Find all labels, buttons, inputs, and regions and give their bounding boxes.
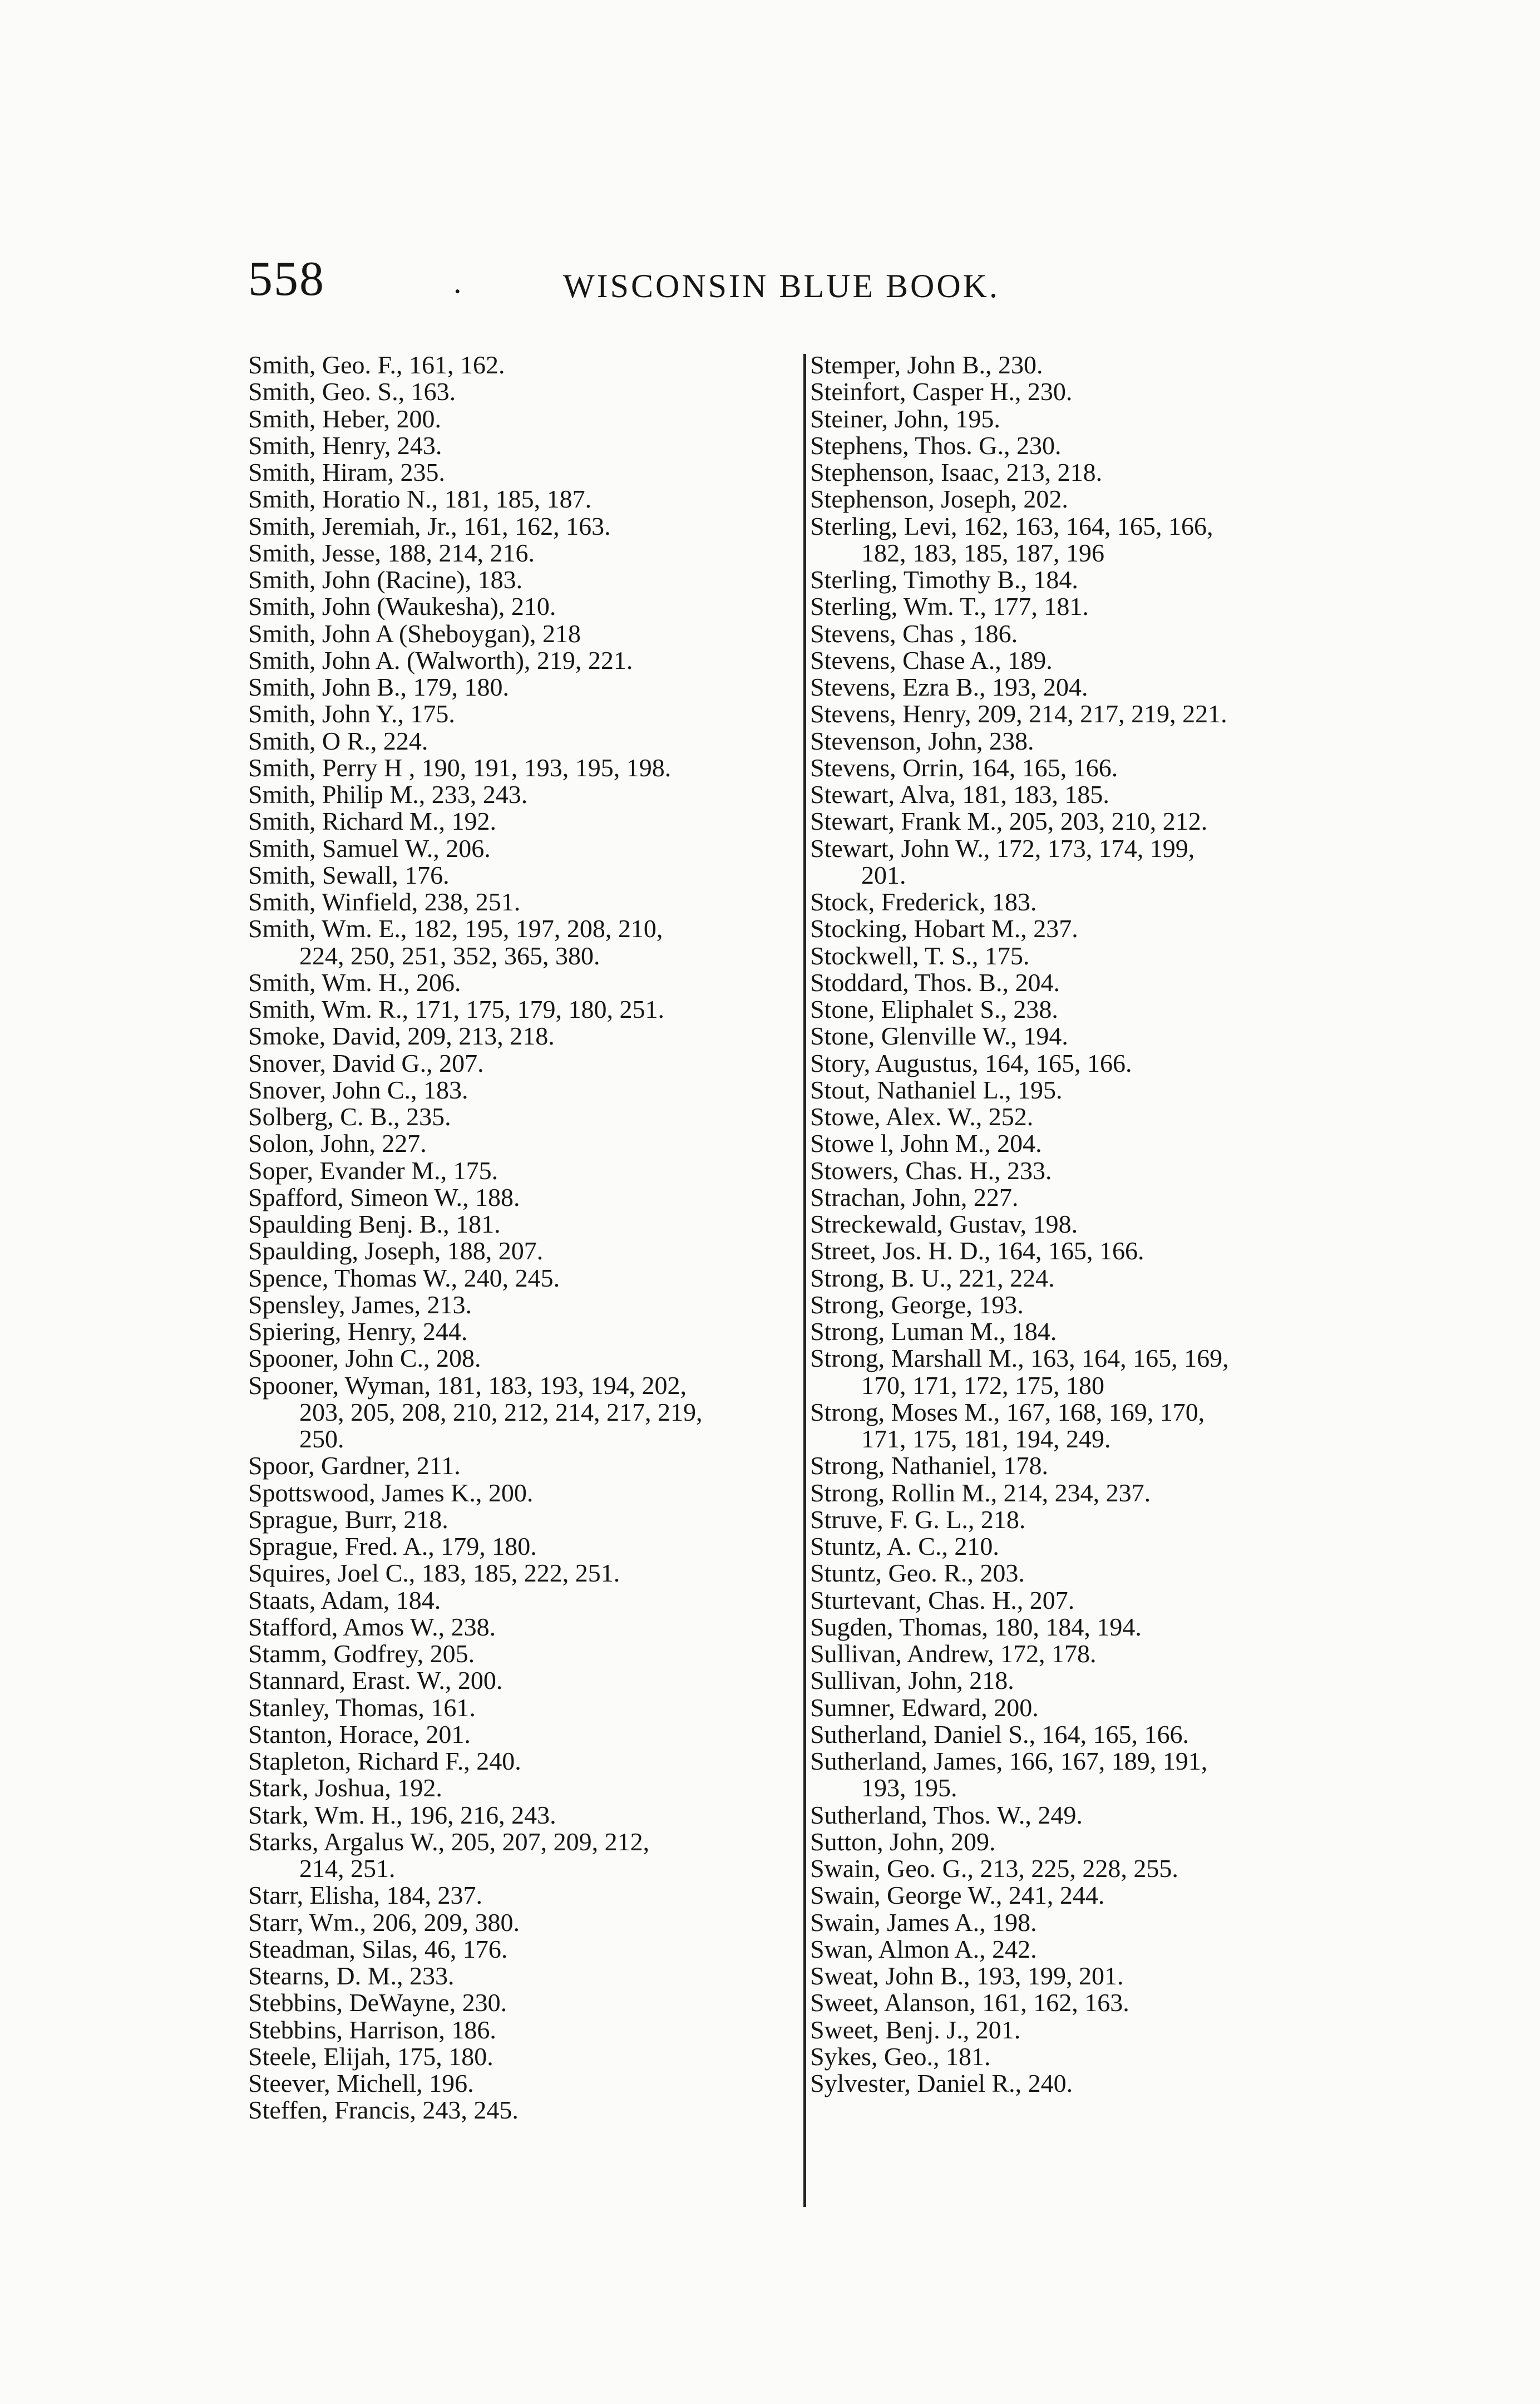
index-entry: Smith, Geo. S., 163. bbox=[248, 377, 456, 406]
index-entry: Smith, John B., 179, 180. bbox=[248, 673, 510, 701]
index-entry: Strong, George, 193. bbox=[810, 1290, 1024, 1319]
index-entry: Stevens, Orrin, 164, 165, 166. bbox=[810, 753, 1118, 782]
index-entry: Smith, Sewall, 176. bbox=[248, 860, 450, 889]
index-entry: Stock, Frederick, 183. bbox=[810, 888, 1037, 916]
index-entry: Smith, Philip M., 233, 243. bbox=[248, 780, 528, 809]
index-entry: Smith, Samuel W., 206. bbox=[248, 834, 491, 863]
index-entry: Squires, Joel C., 183, 185, 222, 251. bbox=[248, 1559, 620, 1588]
running-title: WISCONSIN BLUE BOOK. bbox=[563, 268, 1000, 304]
index-entry: Sterling, Timothy B., 184. bbox=[810, 565, 1078, 594]
index-entry: Soper, Evander M., 175. bbox=[248, 1156, 498, 1185]
index-entry: Sweet, Alanson, 161, 162, 163. bbox=[810, 1988, 1129, 2017]
index-entry-continuation: 170, 171, 172, 175, 180 bbox=[861, 1371, 1104, 1400]
index-entry: Strong, Marshall M., 163, 164, 165, 169, bbox=[810, 1344, 1229, 1373]
index-entry: Strong, Rollin M., 214, 234, 237. bbox=[810, 1478, 1151, 1507]
index-entry: Sugden, Thomas, 180, 184, 194. bbox=[810, 1612, 1142, 1641]
index-entry: Stebbins, Harrison, 186. bbox=[248, 2015, 496, 2044]
index-entry: Sylvester, Daniel R., 240. bbox=[810, 2069, 1073, 2097]
index-entry: Stevens, Ezra B., 193, 204. bbox=[810, 673, 1088, 701]
index-entry: Steffen, Francis, 243, 245. bbox=[248, 2096, 519, 2125]
index-entry: Stamm, Godfrey, 205. bbox=[248, 1639, 475, 1668]
index-entry: Stephenson, Isaac, 213, 218. bbox=[810, 458, 1103, 486]
header-separator: . bbox=[453, 264, 462, 300]
index-entry: Spaulding Benj. B., 181. bbox=[248, 1210, 501, 1238]
index-entry: Smith, Henry, 243. bbox=[248, 431, 442, 460]
index-entry: Stanley, Thomas, 161. bbox=[248, 1693, 476, 1722]
index-entry: Solberg, C. B., 235. bbox=[248, 1102, 451, 1131]
index-entry: Stephens, Thos. G., 230. bbox=[810, 431, 1062, 460]
index-entry: Smith, Hiram, 235. bbox=[248, 458, 445, 486]
index-entry: Spaulding, Joseph, 188, 207. bbox=[248, 1237, 544, 1265]
index-entry: Stephenson, Joseph, 202. bbox=[810, 485, 1068, 514]
index-entry: Sprague, Fred. A., 179, 180. bbox=[248, 1532, 537, 1560]
index-entry-continuation: 193, 195. bbox=[861, 1774, 957, 1802]
index-entry: Smith, John A. (Walworth), 219, 221. bbox=[248, 646, 633, 674]
index-entry: Stewart, John W., 172, 173, 174, 199, bbox=[810, 834, 1195, 863]
index-entry: Strachan, John, 227. bbox=[810, 1183, 1019, 1211]
index-entry: Stuntz, A. C., 210. bbox=[810, 1532, 999, 1560]
index-entry: Strong, B. U., 221, 224. bbox=[810, 1263, 1055, 1292]
index-entry: Spafford, Simeon W., 188. bbox=[248, 1183, 520, 1211]
index-entry: Starr, Wm., 206, 209, 380. bbox=[248, 1908, 520, 1937]
index-entry: Smith, John A (Sheboygan), 218 bbox=[248, 619, 581, 648]
index-entry: Sutherland, James, 166, 167, 189, 191, bbox=[810, 1747, 1208, 1775]
index-entry: Stewart, Frank M., 205, 203, 210, 212. bbox=[810, 807, 1208, 836]
index-entry: Swain, George W., 241, 244. bbox=[810, 1881, 1105, 1910]
index-entry: Story, Augustus, 164, 165, 166. bbox=[810, 1048, 1132, 1077]
index-entry: Smoke, David, 209, 213, 218. bbox=[248, 1022, 555, 1051]
index-entry: Snover, David G., 207. bbox=[248, 1048, 484, 1077]
index-entry: Street, Jos. H. D., 164, 165, 166. bbox=[810, 1237, 1144, 1265]
index-entry: Swain, Geo. G., 213, 225, 228, 255. bbox=[810, 1854, 1178, 1883]
index-entry: Smith, Richard M., 192. bbox=[248, 807, 496, 836]
index-entry: Starr, Elisha, 184, 237. bbox=[248, 1881, 483, 1910]
index-entry: Smith, O R., 224. bbox=[248, 726, 428, 755]
index-entry: Stevens, Chas , 186. bbox=[810, 619, 1018, 648]
index-entry: Stout, Nathaniel L., 195. bbox=[810, 1075, 1063, 1104]
index-entry: Stapleton, Richard F., 240. bbox=[248, 1747, 521, 1775]
index-entry: Sutton, John, 209. bbox=[810, 1827, 996, 1856]
index-entry: Stoddard, Thos. B., 204. bbox=[810, 968, 1060, 997]
index-entry: Sturtevant, Chas. H., 207. bbox=[810, 1585, 1075, 1614]
index-entry-continuation: 250. bbox=[299, 1425, 344, 1453]
index-entry: Smith, Heber, 200. bbox=[248, 404, 441, 433]
index-entry: Spoor, Gardner, 211. bbox=[248, 1451, 461, 1480]
index-entry: Sterling, Wm. T., 177, 181. bbox=[810, 592, 1089, 621]
index-entry: Smith, Wm. H., 206. bbox=[248, 968, 461, 997]
index-entry: Stevens, Henry, 209, 214, 217, 219, 221. bbox=[810, 699, 1227, 728]
column-divider bbox=[803, 354, 806, 2207]
index-entry: Struve, F. G. L., 218. bbox=[810, 1505, 1026, 1534]
index-entry: Spence, Thomas W., 240, 245. bbox=[248, 1263, 560, 1292]
index-entry: Steadman, Silas, 46, 176. bbox=[248, 1934, 508, 1963]
index-entry: Spottswood, James K., 200. bbox=[248, 1478, 534, 1507]
index-entry: Stafford, Amos W., 238. bbox=[248, 1612, 496, 1641]
index-entry: Stone, Glenville W., 194. bbox=[810, 1022, 1068, 1051]
index-entry: Smith, Wm. R., 171, 175, 179, 180, 251. bbox=[248, 995, 664, 1023]
index-entry: Stevens, Chase A., 189. bbox=[810, 646, 1053, 674]
page-number: 558 bbox=[248, 252, 325, 306]
index-entry: Stewart, Alva, 181, 183, 185. bbox=[810, 780, 1109, 809]
index-entry: Stark, Wm. H., 196, 216, 243. bbox=[248, 1800, 556, 1829]
index-entry-continuation: 203, 205, 208, 210, 212, 214, 217, 219, bbox=[299, 1397, 703, 1426]
index-column-right bbox=[810, 352, 1355, 2097]
index-entry: Sutherland, Thos. W., 249. bbox=[810, 1800, 1083, 1829]
index-entry-continuation: 224, 250, 251, 352, 365, 380. bbox=[299, 941, 600, 970]
index-entry: Stark, Joshua, 192. bbox=[248, 1774, 442, 1802]
index-entry: Stearns, D. M., 233. bbox=[248, 1962, 455, 1990]
index-entry: Stebbins, DeWayne, 230. bbox=[248, 1988, 507, 2017]
index-entry: Smith, John (Waukesha), 210. bbox=[248, 592, 556, 621]
index-entry: Strong, Moses M., 167, 168, 169, 170, bbox=[810, 1397, 1205, 1426]
index-entry: Smith, Geo. F., 161, 162. bbox=[248, 351, 505, 379]
index-entry-continuation: 182, 183, 185, 187, 196 bbox=[861, 538, 1104, 567]
index-entry: Streckewald, Gustav, 198. bbox=[810, 1210, 1078, 1238]
index-entry-continuation: 214, 251. bbox=[299, 1854, 396, 1883]
index-entry: Smith, Horatio N., 181, 185, 187. bbox=[248, 485, 592, 514]
index-entry: Stockwell, T. S., 175. bbox=[810, 941, 1030, 970]
index-entry: Smith, Winfield, 238, 251. bbox=[248, 888, 521, 916]
index-entry: Sweat, John B., 193, 199, 201. bbox=[810, 1962, 1124, 1990]
index-entry: Starks, Argalus W., 205, 207, 209, 212, bbox=[248, 1827, 650, 1856]
index-entry: Steever, Michell, 196. bbox=[248, 2069, 474, 2097]
index-entry: Stowers, Chas. H., 233. bbox=[810, 1156, 1052, 1185]
index-entry: Strong, Nathaniel, 178. bbox=[810, 1451, 1048, 1480]
index-entry: Smith, Perry H , 190, 191, 193, 195, 198. bbox=[248, 753, 672, 782]
index-entry: Sutherland, Daniel S., 164, 165, 166. bbox=[810, 1720, 1189, 1748]
index-entry: Stowe, Alex. W., 252. bbox=[810, 1102, 1034, 1131]
index-entry: Swain, James A., 198. bbox=[810, 1908, 1037, 1937]
index-entry: Spiering, Henry, 244. bbox=[248, 1317, 468, 1346]
index-entry: Stannard, Erast. W., 200. bbox=[248, 1666, 503, 1695]
index-entry: Spooner, John C., 208. bbox=[248, 1344, 481, 1373]
index-entry: Smith, Jeremiah, Jr., 161, 162, 163. bbox=[248, 511, 611, 540]
index-entry: Sweet, Benj. J., 201. bbox=[810, 2015, 1021, 2044]
index-entry: Steele, Elijah, 175, 180. bbox=[248, 2042, 493, 2071]
index-entry: Stone, Eliphalet S., 238. bbox=[810, 995, 1058, 1023]
index-entry: Smith, Jesse, 188, 214, 216. bbox=[248, 538, 535, 567]
index-entry-continuation: 171, 175, 181, 194, 249. bbox=[861, 1425, 1111, 1453]
index-entry: Spensley, James, 213. bbox=[248, 1290, 472, 1319]
index-entry: Sykes, Geo., 181. bbox=[810, 2042, 991, 2071]
index-entry: Smith, Wm. E., 182, 195, 197, 208, 210, bbox=[248, 914, 663, 943]
index-entry: Stuntz, Geo. R., 203. bbox=[810, 1559, 1025, 1588]
index-entry: Steiner, John, 195. bbox=[810, 404, 1000, 433]
index-entry: Staats, Adam, 184. bbox=[248, 1585, 441, 1614]
index-entry: Sumner, Edward, 200. bbox=[810, 1693, 1039, 1722]
index-entry: Spooner, Wyman, 181, 183, 193, 194, 202, bbox=[248, 1371, 687, 1400]
index-entry: Sprague, Burr, 218. bbox=[248, 1505, 448, 1534]
index-entry: Sullivan, John, 218. bbox=[810, 1666, 1014, 1695]
index-entry: Stanton, Horace, 201. bbox=[248, 1720, 471, 1748]
index-column-left bbox=[248, 352, 793, 2124]
index-entry: Swan, Almon A., 242. bbox=[810, 1934, 1037, 1963]
index-entry: Sterling, Levi, 162, 163, 164, 165, 166, bbox=[810, 511, 1213, 540]
index-entry: Smith, John (Racine), 183. bbox=[248, 565, 523, 594]
index-entry: Stemper, John B., 230. bbox=[810, 351, 1043, 379]
index-entry: Strong, Luman M., 184. bbox=[810, 1317, 1057, 1346]
index-entry: Snover, John C., 183. bbox=[248, 1075, 468, 1104]
index-entry: Stevenson, John, 238. bbox=[810, 726, 1034, 755]
index-entry: Solon, John, 227. bbox=[248, 1129, 427, 1158]
index-entry: Smith, John Y., 175. bbox=[248, 699, 455, 728]
index-entry: Steinfort, Casper H., 230. bbox=[810, 377, 1073, 406]
index-entry: Stocking, Hobart M., 237. bbox=[810, 914, 1078, 943]
index-entry: Sullivan, Andrew, 172, 178. bbox=[810, 1639, 1097, 1668]
index-entry-continuation: 201. bbox=[861, 860, 906, 889]
index-entry: Stowe l, John M., 204. bbox=[810, 1129, 1042, 1158]
